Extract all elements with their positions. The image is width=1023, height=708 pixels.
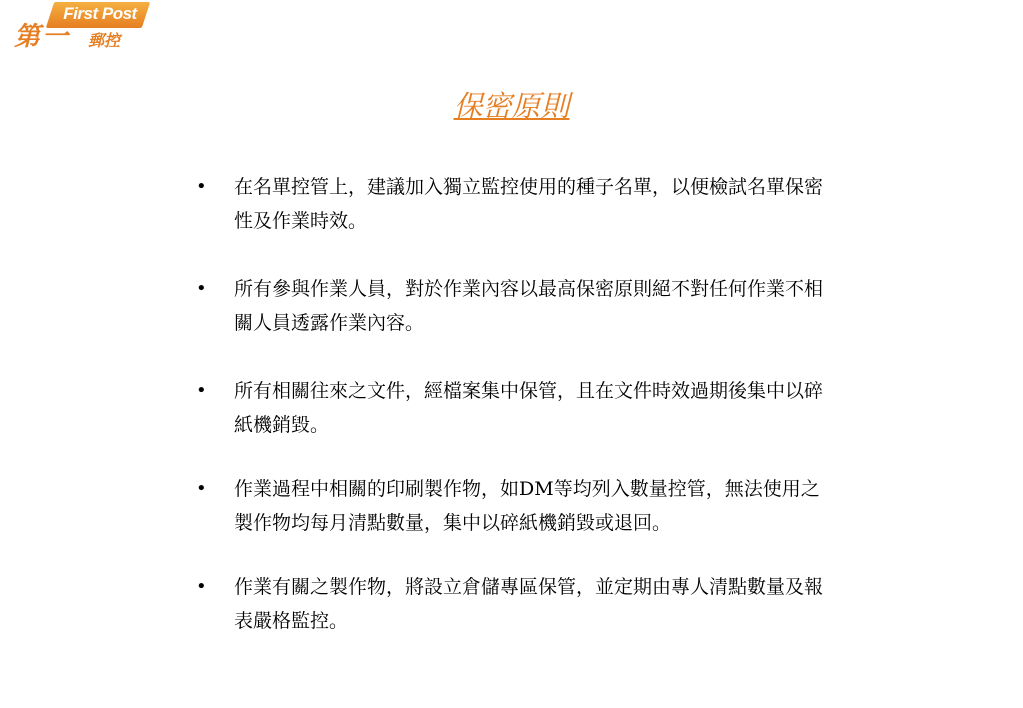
bullet-dot-icon: • [196,478,207,499]
logo-chinese-main: 第一 [14,22,71,52]
first-post-logo [14,2,137,52]
bullet-text: 所有參與作業人員，對於作業內容以最高保密原則絕不對任何作業不相關人員透露作業內容。 [234,278,824,334]
logo-chinese-sub: 郵控 [88,31,121,50]
page-title: 保密原則 [453,89,570,123]
bullet-item [196,472,836,540]
bullet-item [196,374,836,442]
bullet-dot-icon: • [196,278,207,299]
logo-english-text: First Post [63,4,137,23]
bullet-item [196,570,836,638]
bullet-item [196,272,836,340]
bullet-text: 在名單控管上，建議加入獨立監控使用的種子名單，以便檢試名單保密性及作業時效。 [234,176,824,232]
bullet-dot-icon: • [196,176,207,197]
bullet-list [196,170,836,672]
bullet-item [196,170,836,238]
bullet-text: 所有相關往來之文件，經檔案集中保管，且在文件時效過期後集中以碎紙機銷毀。 [234,380,824,436]
bullet-dot-icon: • [196,576,207,597]
bullet-text: 作業有關之製作物，將設立倉儲專區保管，並定期由專人清點數量及報表嚴格監控。 [234,576,824,632]
bullet-dot-icon: • [196,380,207,401]
bullet-text: 作業過程中相關的印刷製作物，如DM等均列入數量控管，無法使用之製作物均每月清點數量，集中以碎紙機銷毀或退回。 [234,478,820,534]
